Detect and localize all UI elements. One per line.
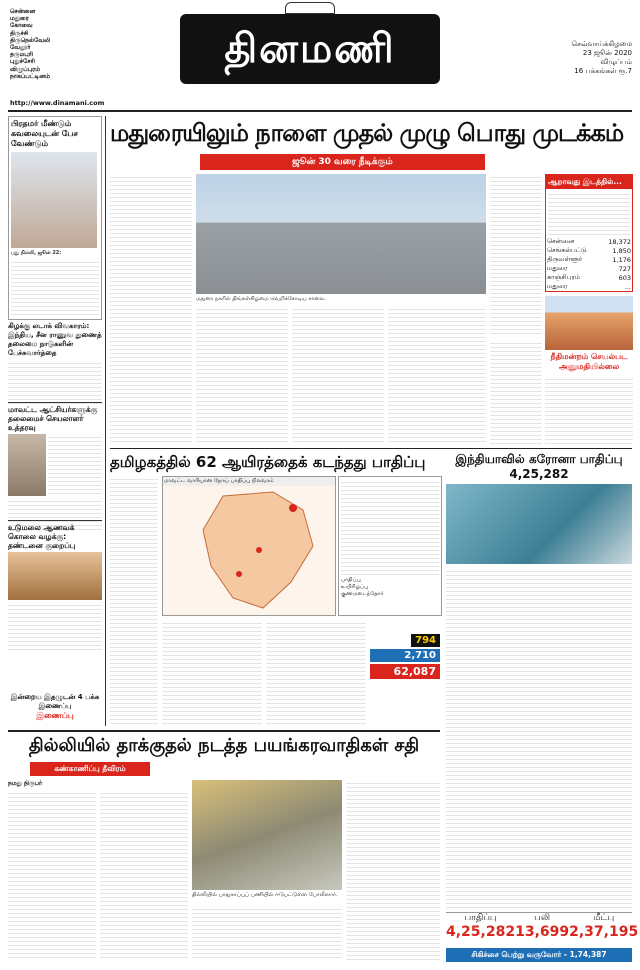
court-body (545, 376, 633, 444)
lead-body-col1 (110, 174, 192, 444)
district-count: 1,850 (612, 246, 631, 255)
stat-label: பலி (534, 913, 551, 923)
stat-value: 2,37,195 (569, 924, 639, 940)
edition-item: மதுரை (10, 15, 29, 23)
terror-headline: தில்லியில் தாக்குதல் நடத்த பயங்கரவாதிகள் சதி (28, 735, 420, 756)
district-count: 727 (618, 264, 631, 273)
district-count: 18,372 (608, 237, 631, 246)
terror-byline: நமது நிருபர் (8, 780, 43, 787)
tn-headline: தமிழகத்தில் 62 ஆயிரத்தைக் கடந்தது பாதிப்பு (110, 453, 426, 471)
tn-body-col1 (110, 476, 158, 726)
lead-body-col4 (388, 306, 486, 444)
stat-label: பாதிப்பு (464, 913, 497, 923)
edition-item: தருமபுரி (10, 51, 34, 59)
india-stats (446, 912, 639, 940)
total-badge: 62,087 (370, 664, 440, 679)
table-row (546, 246, 632, 255)
legend-item: பாதிப்பு (341, 577, 361, 583)
court-headline: நீதிமன்றம் செயல்பட அனுமதியில்லை (550, 352, 628, 371)
lead-photo-caption: மதுரை நகரில் திங்கள்கிழமை வெறிச்சோடிய சாலை. (196, 296, 326, 302)
edition-item: திருநெல்வேலி (10, 36, 51, 44)
lead-body-col3 (292, 306, 384, 444)
editions-list (10, 8, 70, 80)
edition-item: திருச்சி (10, 29, 29, 37)
death-badge: 794 (411, 634, 440, 647)
section-divider-2 (8, 730, 440, 732)
tn-body-col3 (266, 620, 366, 726)
collectors-body (48, 434, 102, 496)
collectors-headline: மாவட்ட ஆட்சியர்களுக்கு தலைமைச் செயலாளர் உத்தரவு (8, 405, 98, 432)
stat-value: 4,25,282 (446, 924, 516, 940)
district-name: சென்னை (547, 237, 575, 245)
stat-deaths (515, 913, 569, 940)
district-name: செங்கல்பட்டு (547, 246, 587, 254)
sixth-place-title: ஆறாவது இடத்தில்... (546, 175, 632, 189)
ladakh-headline: கிழக்கு லடாக் விவகாரம்: இந்திய, சீன ராணுவ துணைத் தலைமை நாடுகளின் பேச்சுவார்த்தை (8, 322, 102, 357)
stat-recovered (569, 913, 638, 940)
pm-photo (11, 152, 97, 248)
udumalai-headline: உடுமலை ஆணவக் கொலை வழக்கு: தண்டனை குறைப்பு (8, 523, 76, 550)
india-body (446, 568, 632, 910)
edition-item: நாகப்பட்டினம் (10, 72, 50, 80)
right-body-col (490, 174, 542, 334)
tn-body-col2 (162, 620, 262, 726)
weekday: செவ்வாய்க்கிழமை (571, 40, 632, 48)
india-photo-ppe (446, 484, 632, 564)
terror-body-col4 (346, 780, 440, 960)
udumalai-body (8, 602, 102, 652)
district-name: திருவள்ளூர் (547, 255, 583, 263)
pages-price: 16 பக்கங்கள் ரூ.7 (574, 67, 632, 75)
website-link[interactable]: http://www.dinamani.com (10, 99, 105, 107)
section-divider (110, 448, 632, 449)
terror-photo-police (192, 780, 342, 890)
table-row (546, 255, 632, 264)
stat-value: 13,699 (515, 924, 570, 940)
sixth-place-text (548, 191, 630, 235)
tamil-date: விழுப்பம் (600, 58, 632, 66)
tn-map-legend (338, 476, 442, 616)
sixth-place-box (545, 174, 633, 292)
right-body-col2 (490, 340, 542, 444)
masthead-divider (8, 110, 632, 112)
legend-item: குணமடைந்தோர் (341, 591, 384, 597)
emblem-icon (285, 2, 335, 14)
map-title: மாவட்ட வாரியான நோய் பாதிப்பு நிலவரம் (163, 477, 335, 486)
udumalai-story (8, 520, 102, 652)
left-column-divider (105, 116, 106, 726)
supplement-label: இன்றைய இதழுடன் 4 பக்க இணைப்பு (10, 693, 100, 710)
district-name: காஞ்சிபுரம் (547, 273, 581, 281)
edition-item: புதுச்சேரி (10, 58, 35, 66)
table-row (546, 264, 632, 273)
legend-item: உயிரிழப்பு (341, 584, 369, 590)
lead-body-col2 (196, 306, 288, 444)
collectors-story (8, 402, 102, 530)
district-name: மதுரை (547, 264, 568, 272)
issue-date: 23 ஜூன் 2020 (582, 49, 632, 57)
stat-cases (446, 913, 515, 940)
tamilnadu-map-icon (163, 486, 335, 614)
lead-headline: மதுரையிலும் நாளை முதல் முழு பொது முடக்கம் (110, 119, 624, 147)
pm-story (8, 116, 102, 320)
supplement-notice (8, 693, 102, 721)
newspaper-logo: தினமணி (180, 14, 440, 84)
district-count: 603 (618, 273, 631, 282)
terror-body-col3 (192, 906, 342, 960)
edition-item: கோவை (10, 22, 33, 30)
edition-item: விழுப்புரம் (10, 65, 41, 73)
terror-body-col2 (100, 790, 188, 960)
stat-label: மீட்பு (593, 913, 615, 923)
table-row (546, 273, 632, 282)
legend-numbers (341, 479, 439, 575)
pm-dateline: புது தில்லி, ஜூன் 22: (11, 250, 62, 256)
date-block (520, 40, 632, 76)
lead-subhead: ஜூன் 30 வரை நீடிக்கும் (200, 154, 485, 170)
terror-photo-caption: தில்லியில் பாதுகாப்புப் பணியில் ஈடுபட்டுள்ள போலீஸார். (192, 892, 338, 898)
district-name: மதுரை (547, 282, 568, 290)
lead-photo-madurai (196, 174, 486, 294)
official-photo (8, 434, 46, 496)
ladakh-story (8, 322, 102, 406)
edition-item: வேலூர் (10, 44, 31, 52)
supplement-label-2: இணைப்பு (36, 711, 74, 720)
district-count: 1,176 (612, 255, 631, 264)
tn-district-map (162, 476, 336, 616)
court-building-photo (545, 296, 633, 350)
pm-story-headline: பிரதமர் மீண்டும் கவலையுடன் பேச வேண்டும் (11, 119, 78, 148)
active-cases-bar: சிகிச்சை பெற்று வருவோர் - 1,74,387 (446, 948, 632, 962)
table-row (546, 237, 632, 246)
district-count: ... (624, 282, 631, 291)
terror-body-col1 (8, 790, 96, 960)
terror-badge: கண்காணிப்பு தீவிரம் (30, 762, 150, 776)
temple-photo (8, 552, 102, 600)
table-row (546, 282, 632, 291)
pm-story-body (11, 259, 99, 317)
recovered-badge: 2,710 (370, 649, 440, 662)
tn-badges (370, 628, 440, 679)
ladakh-body (8, 360, 102, 406)
india-headline: இந்தியாவில் கரோனா பாதிப்பு 4,25,282 (455, 452, 623, 481)
edition-item: சென்னை (10, 8, 36, 15)
district-table (546, 237, 632, 291)
